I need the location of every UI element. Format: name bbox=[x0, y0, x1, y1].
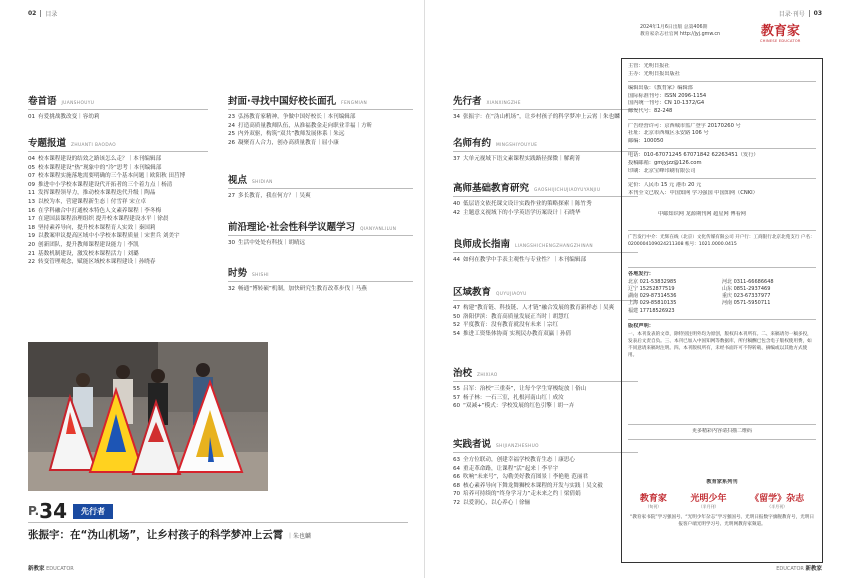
header-label: 目录·刊号 bbox=[778, 11, 805, 18]
section-pinyin: XIANXINGZHE bbox=[486, 101, 521, 106]
toc-entry[interactable] bbox=[228, 192, 413, 201]
section-pinyin: ZHUANTI BAODAO bbox=[71, 143, 117, 148]
family-desc: “教育家书院”学习强国号、“光明少年杂志”学习强国号、光明日报数字旗舰教育号，光明日报客户端光明学习号、光明网教育家频道。 bbox=[629, 514, 815, 527]
toc-page-number: 68 bbox=[453, 482, 461, 489]
toc-entry[interactable] bbox=[453, 473, 638, 482]
toc-entry-title: 创新团队，提升教师课程建设能力｜李凯 bbox=[38, 241, 139, 248]
toc-page-number: 72 bbox=[453, 499, 461, 506]
right-page bbox=[425, 0, 850, 578]
section-title-text: 封面·寻找中国好校长面孔 bbox=[228, 96, 337, 107]
toc-entry[interactable] bbox=[28, 113, 208, 122]
toc-entry-title: 校本课程建设“热”现象中的“冷”思考｜本刊编辑部 bbox=[38, 164, 162, 171]
distributor-block bbox=[628, 227, 816, 248]
toc-entry-title: 主题意义视域下的小学英语学历案设计｜石晓华 bbox=[463, 209, 581, 216]
toc-entry[interactable] bbox=[453, 499, 638, 508]
toc-page-number: 21 bbox=[28, 250, 36, 257]
toc-page-number: 09 bbox=[28, 181, 36, 188]
office-contact: 北京 021-53832985 bbox=[628, 278, 677, 285]
toc-page-number: 42 bbox=[453, 209, 461, 216]
section-title bbox=[453, 284, 638, 301]
section-title bbox=[453, 93, 638, 110]
family-magazine-note: （旬刊） bbox=[645, 503, 662, 509]
section-title bbox=[228, 265, 413, 282]
toc-entry-title: 多长教育，我在何方？｜吴爽 bbox=[238, 193, 311, 199]
toc-page-number: 27 bbox=[228, 193, 236, 199]
qr-note-text: 更多精彩内容请扫描二维码 bbox=[691, 428, 752, 434]
toc-entry[interactable] bbox=[228, 122, 413, 131]
section-title-text: 高师基础教育研究 bbox=[453, 183, 530, 194]
logo-text: 教育家 bbox=[760, 24, 800, 39]
section-pinyin: MINGSHIYOUYUE bbox=[496, 143, 538, 148]
section-qianyan bbox=[228, 219, 413, 248]
section-pinyin: ZHIXIAO bbox=[477, 373, 498, 378]
section-title-text: 实践者说 bbox=[453, 439, 492, 450]
toc-entry-title: 低层语文依托课文设计实践作业的策略探索｜陈竹秀 bbox=[463, 201, 592, 207]
toc-entry[interactable] bbox=[453, 465, 638, 474]
toc-entry[interactable] bbox=[453, 209, 638, 218]
toc-entry-title: “双减+”模式：学校发展的红色引擎｜胡一卉 bbox=[463, 403, 575, 410]
toc-entry-title: 如何在教学中手表主观性与专业性？｜本刊编辑部 bbox=[463, 257, 587, 263]
toc-page-number: 70 bbox=[453, 491, 461, 498]
toc-page-number: 13 bbox=[28, 198, 36, 205]
toc-page-number: 30 bbox=[228, 240, 236, 246]
toc-entry[interactable] bbox=[28, 172, 208, 181]
toc-entry-title: 在学科融合中打通校本特色人文素养课程｜李冬梅 bbox=[38, 207, 162, 214]
toc-entry[interactable] bbox=[453, 394, 638, 403]
toc-entry[interactable] bbox=[453, 256, 638, 265]
toc-entry-title: 以教案审议提高区域中小学校本课程质量｜宋世兵 刘美宇 bbox=[38, 233, 180, 240]
toc-page-number: 01 bbox=[28, 114, 36, 120]
footer-sub: EDUCATOR bbox=[776, 566, 804, 572]
toc-entry-title: 以爱润心，以心养心｜徐俪 bbox=[463, 499, 531, 506]
toc-entry[interactable] bbox=[453, 490, 638, 499]
feature-p-label: P. bbox=[28, 504, 40, 518]
toc-page-number: 24 bbox=[228, 122, 236, 129]
toc-page-number: 23 bbox=[228, 114, 236, 120]
toc-entry-title: 发挥课程领导力，推动校本课程迭代升级｜陶晶 bbox=[38, 190, 156, 197]
toc-entry-title: 吕军：治校“三重奏”，让每个学生穿梭绽放｜俗山 bbox=[463, 386, 587, 392]
family-magazine-note: （半月刊） bbox=[767, 503, 788, 509]
toc-entry[interactable] bbox=[228, 239, 413, 248]
toc-entry-title: 以校为本，营建课程新生态｜付雪祥 宋立卓 bbox=[38, 198, 147, 205]
toc-entry-title: 全方位联动，创建幸福学校教育生态｜康思心 bbox=[463, 457, 575, 463]
section-pinyin: QUYUJIAOYU bbox=[496, 292, 527, 297]
section-title-text: 时势 bbox=[228, 268, 248, 279]
toc-entry[interactable] bbox=[28, 232, 208, 241]
toc-entry[interactable] bbox=[453, 456, 638, 465]
toc-entry[interactable] bbox=[453, 200, 638, 209]
footer-brand: 新教家 bbox=[805, 566, 822, 572]
section-pinyin: LIANGSHICHENGZHANGZHINAN bbox=[515, 244, 593, 249]
section-pinyin: FENGMIAN bbox=[341, 101, 368, 106]
toc-entry[interactable] bbox=[453, 385, 638, 394]
toc-entry-title: 杨子林：一石三室，扎根河南山红｜成汝 bbox=[463, 394, 564, 401]
toc-entry[interactable] bbox=[453, 402, 638, 411]
toc-entry[interactable] bbox=[228, 139, 413, 148]
section-title bbox=[228, 172, 413, 189]
section-title-text: 卷首语 bbox=[28, 96, 57, 107]
toc-entry-title: 培养可持续的“终身学习力”走未来之约｜梁倩娟 bbox=[463, 491, 581, 498]
toc-page-number: 11 bbox=[28, 190, 36, 197]
qr-note bbox=[628, 421, 816, 443]
feature-title: 张振宇：在“沩山机场”，让乡村孩子的科学梦冲上云霄 ｜朱也麟 bbox=[28, 529, 311, 541]
toc-page-number: 07 bbox=[28, 173, 36, 180]
declaration-block bbox=[628, 316, 816, 359]
issue-line: 2024年1月6日出版 总第406期 bbox=[640, 25, 708, 30]
section-pinyin: GAOSHIJICHUJIAOYUYANJIU bbox=[534, 188, 601, 193]
toc-page-number: 37 bbox=[453, 156, 461, 162]
toc-entry-title: 转变管理观念，赋能区域校本课程建设｜孙晓春 bbox=[38, 259, 156, 266]
offices-list bbox=[628, 279, 816, 315]
toc-entry-title: 弘扬教育家精神，争做中国好校长｜本刊编辑部 bbox=[238, 114, 356, 120]
toc-entry[interactable] bbox=[453, 330, 638, 339]
feature-column-tag: 先行者 bbox=[73, 504, 113, 519]
office-contact: 福建 17718526923 bbox=[628, 307, 675, 314]
section-title bbox=[28, 93, 208, 110]
section-shijian bbox=[453, 436, 638, 508]
logo-en: CHINESE EDUCATOR bbox=[760, 39, 801, 43]
section-pinyin: JUANSHOUYU bbox=[61, 101, 95, 106]
masthead-line: 本刊全文已收入：中国知网 学习强国 中国知网（CNKI） bbox=[628, 189, 758, 196]
family-magazine-name: 《留学》杂志 bbox=[750, 493, 805, 504]
masthead-box bbox=[621, 58, 823, 563]
family-title: 教育家系列刊 bbox=[706, 479, 738, 485]
toc-entry-title: 洛阳伊滨：教育高质量发展正当时｜胡慧红 bbox=[463, 313, 570, 320]
section-shishi bbox=[228, 265, 413, 294]
family-magazine-name: 光明少年 bbox=[690, 493, 727, 504]
offices-title: 各地发行： bbox=[628, 271, 654, 277]
toc-page-number: 26 bbox=[228, 139, 236, 146]
right-footer bbox=[776, 564, 822, 572]
toc-page-number: 18 bbox=[28, 224, 36, 231]
masthead-line: 社址：北京市西城区永安路 106 号 bbox=[628, 130, 709, 137]
section-mingshi bbox=[453, 135, 638, 164]
section-title-text: 名师有约 bbox=[453, 138, 492, 149]
masthead-line: 国内统一刊号：CN 10-1372/G4 bbox=[628, 100, 705, 107]
masthead-line: 投稿邮箱：gmjyjzz@126.com bbox=[628, 159, 702, 166]
section-title-text: 前沿理论·社会性科学议题学习 bbox=[228, 222, 356, 233]
page-number: 03 bbox=[813, 10, 822, 17]
section-pinyin: SHIJIANZHESHUO bbox=[496, 444, 539, 449]
toc-entry[interactable] bbox=[28, 198, 208, 207]
toc-page-number: 55 bbox=[453, 386, 461, 392]
magazine-logo bbox=[760, 20, 801, 43]
family-magazine-logo bbox=[640, 491, 667, 510]
section-pinyin: QIANYANLILUN bbox=[360, 227, 397, 232]
section-title bbox=[228, 93, 413, 110]
toc-entry[interactable] bbox=[453, 313, 638, 322]
toc-page-number: 40 bbox=[453, 201, 461, 207]
masthead-line: 定价：人民币 15 元 港币 20 元 bbox=[628, 182, 702, 189]
office-contact: 山东 0851-2937469 bbox=[722, 285, 771, 292]
office-contact: 重庆 023-67337977 bbox=[722, 293, 771, 300]
toc-page-number: 57 bbox=[453, 394, 461, 401]
header-label: 目录 bbox=[45, 11, 58, 18]
toc-page-number: 60 bbox=[453, 403, 461, 410]
office-contact: 辽宁 15252877519 bbox=[628, 285, 675, 292]
toc-entry-title: 核心素养导向下舞龙舞狮校本课程的开发与实践｜吴文毅 bbox=[463, 482, 603, 489]
office-contact: 湖南 029-87314536 bbox=[628, 293, 677, 300]
section-title bbox=[228, 219, 413, 236]
toc-entry[interactable] bbox=[28, 189, 208, 198]
offices-block bbox=[628, 264, 816, 315]
masthead-line: 邮编：100050 bbox=[628, 137, 664, 144]
toc-page-number: 25 bbox=[228, 131, 236, 138]
section-title-text: 专题报道 bbox=[28, 138, 67, 149]
masthead-line: 邮发代号：82-248 bbox=[628, 107, 673, 114]
footer-brand: 新教家 bbox=[28, 566, 45, 572]
section-pinyin: SHIDIAN bbox=[252, 180, 273, 185]
section-title-text: 治校 bbox=[453, 368, 473, 379]
toc-page-number: 22 bbox=[28, 259, 36, 266]
masthead-line: 主办：光明日报出版社 bbox=[628, 70, 680, 77]
toc-entry[interactable] bbox=[28, 224, 208, 233]
masthead-line: 编辑出版：《教育家》编辑部 bbox=[628, 85, 693, 92]
toc-entry-title: 重走革命路，让课程“活”起来｜李平宇 bbox=[463, 465, 559, 472]
toc-entry-title: 基数机制建设，激发校本课程活力｜刘璐 bbox=[38, 250, 139, 257]
masthead-line: 广告经营许可：京西城市监广登字 20170260 号 bbox=[628, 122, 741, 129]
section-title bbox=[453, 135, 638, 152]
toc-page-number: 04 bbox=[28, 156, 36, 162]
section-title bbox=[453, 365, 638, 382]
toc-entry-title: 校本课程实施落地需要明确的三个基本问题｜欧阳秋 田莒博 bbox=[38, 173, 186, 180]
declaration-text: 一、本刊发表的文章，除特别注明外均为原创，版权归本刊所有。二、来稿请勿一稿多投，发表后文责自负。三、本刊已加入中国知网等数据库，所付稿酬已包含电子版权使用费，如不同意请来稿时注明。四、本刊版权所有，未经书面许可不得转载、摘编或以其他方式使用。 bbox=[628, 331, 812, 359]
toc-entry[interactable] bbox=[28, 155, 208, 164]
family-block bbox=[628, 479, 816, 528]
masthead-list bbox=[628, 63, 816, 197]
section-title-text: 良师成长指南 bbox=[453, 239, 511, 250]
toc-page-number: 32 bbox=[228, 286, 236, 292]
section-title-text: 区域教育 bbox=[453, 287, 492, 298]
section-title-text: 先行者 bbox=[453, 96, 482, 107]
office-contact: 河北 0311-66686648 bbox=[722, 278, 774, 285]
cover-photo bbox=[28, 342, 268, 491]
toc-entry[interactable] bbox=[28, 215, 208, 224]
website-line: 教育家杂志社官网 http://jyj.gmw.cn bbox=[640, 32, 721, 37]
toc-entry-title: 内外双驱，构筑“双共”教师发展体系｜朱远 bbox=[238, 131, 345, 138]
section-title bbox=[453, 180, 638, 197]
office-contact: 河南 0571-5950711 bbox=[722, 300, 771, 307]
section-juanshouyu bbox=[28, 93, 208, 122]
toc-entry[interactable] bbox=[228, 285, 413, 294]
distributor-text: 广告发行中介：光辉在线（北京）文化传媒有限公司 开户行：工商银行北京北苑支行 户名：0200004109024211308 帐号：1021.0000.0415 bbox=[628, 235, 815, 248]
section-xianxingzhe bbox=[453, 93, 638, 122]
family-magazine-logo bbox=[750, 491, 804, 510]
feature-title-text: 张振宇：在“沩山机场”，让乡村孩子的科学梦冲上云霄 bbox=[28, 529, 284, 541]
feature-banner bbox=[28, 499, 113, 523]
toc-entry[interactable] bbox=[28, 164, 208, 173]
toc-entry[interactable] bbox=[28, 241, 208, 250]
toc-page-number: 54 bbox=[453, 330, 461, 337]
left-page-header bbox=[28, 9, 57, 18]
toc-entry-title: 坚持素养导向，提升校本课程育人实效｜秦国莉 bbox=[38, 224, 156, 231]
toc-entry[interactable] bbox=[28, 250, 208, 259]
toc-entry[interactable] bbox=[453, 113, 638, 122]
indexed-line bbox=[628, 211, 816, 219]
toc-entry-title: 平度教育：没有教育就没有未来｜宗红 bbox=[463, 322, 559, 329]
section-title bbox=[28, 135, 208, 152]
section-shidian bbox=[228, 172, 413, 201]
toc-page-number: 05 bbox=[28, 164, 36, 171]
family-magazine-note: （半月刊） bbox=[698, 503, 719, 509]
toc-entry[interactable] bbox=[453, 321, 638, 330]
students-with-planes-image bbox=[28, 342, 268, 491]
footer-sub: EDUCATOR bbox=[46, 566, 74, 572]
section-fengmian bbox=[228, 93, 413, 147]
masthead-line: 印刷：北京宝峰印刷有限公司 bbox=[628, 167, 696, 174]
toc-entry[interactable] bbox=[28, 207, 208, 216]
right-page-header bbox=[779, 9, 822, 18]
toc-page-number: 64 bbox=[453, 465, 461, 472]
section-quyu bbox=[453, 284, 638, 338]
toc-page-number: 17 bbox=[28, 216, 36, 223]
toc-page-number: 47 bbox=[453, 305, 461, 311]
family-magazine-logo bbox=[690, 491, 726, 510]
section-liangshi bbox=[453, 236, 638, 265]
toc-entry-title: 推进中小学校本课程建设代开拓者的三个着力点｜杨清 bbox=[38, 181, 173, 188]
masthead-line: 国际标准刊号：ISSN 2096-1154 bbox=[628, 92, 707, 99]
section-title bbox=[453, 236, 638, 253]
toc-entry-title: 张振宇：在“沩山机场”，让乡村孩子的科学梦冲上云霄｜朱也麟 bbox=[463, 114, 620, 120]
toc-entry-title: 有爱挑战教改变｜容幼莉 bbox=[38, 114, 100, 120]
masthead-line: 电话：010-67071245 67071842 62263451（发行） bbox=[628, 152, 759, 159]
declaration-title: 版权声明： bbox=[628, 323, 654, 329]
section-title bbox=[453, 436, 638, 453]
issue-info bbox=[640, 24, 720, 38]
family-magazine-name: 教育家 bbox=[639, 493, 667, 504]
toc-entry-title: 畅通“博转硕”机制，加快研究生教育改革步伐｜马燕 bbox=[238, 286, 367, 292]
toc-page-number: 44 bbox=[453, 257, 461, 263]
toc-entry[interactable] bbox=[28, 181, 208, 190]
toc-entry-title: 吹响“未来号”，勾勒美好教育图景｜李艳艳 范丽君 bbox=[463, 474, 589, 481]
toc-page-number: 20 bbox=[28, 241, 36, 248]
toc-entry-title: 打造高质量教师队伍，从准福教金走向职业幸福｜方昕 bbox=[238, 122, 373, 129]
section-zhuanti bbox=[28, 135, 208, 267]
masthead-line: 主管：光明日报社 bbox=[628, 63, 670, 69]
feature-page-number: 34 bbox=[39, 499, 67, 523]
toc-entry-title: 推进工资集体协商 实现民办教育双赢｜孙倩 bbox=[463, 330, 572, 337]
page-number: 02 bbox=[28, 10, 37, 17]
office-contact: 上海 029-85810135 bbox=[628, 300, 677, 307]
toc-entry-title: 生活中处处有科技｜胡晴远 bbox=[238, 240, 306, 246]
toc-entry[interactable] bbox=[453, 155, 638, 164]
toc-entry-title: 在建国县课程治理组织 提升校本课程建设水平｜徐晨 bbox=[38, 216, 169, 223]
family-logos bbox=[628, 491, 816, 510]
toc-page-number: 34 bbox=[453, 114, 461, 120]
indexed-text: 中邮知识网 龙源期刊网 超星网 博看网 bbox=[658, 211, 746, 217]
toc-entry[interactable] bbox=[453, 482, 638, 491]
section-pinyin: SHISHI bbox=[252, 273, 269, 278]
toc-entry[interactable] bbox=[453, 304, 638, 313]
toc-entry-title: 校本课程建设的结效之路该怎么走？｜本刊编辑部 bbox=[38, 156, 162, 162]
toc-page-number: 66 bbox=[453, 474, 461, 481]
left-footer bbox=[28, 564, 74, 572]
toc-entry-title: 凝聚育人合力，创办高质量教育｜屈小康 bbox=[238, 139, 339, 146]
toc-entry-title: 构建“教育链、科技链、人才链”融合发展的教育新样态｜吴爽 bbox=[463, 305, 615, 311]
toc-page-number: 63 bbox=[453, 457, 461, 463]
toc-entry[interactable] bbox=[28, 258, 208, 267]
toc-entry[interactable] bbox=[228, 113, 413, 122]
toc-page-number: 52 bbox=[453, 322, 461, 329]
toc-page-number: 50 bbox=[453, 313, 461, 320]
section-gaoshi bbox=[453, 180, 638, 217]
toc-entry[interactable] bbox=[228, 130, 413, 139]
feature-author: 朱也麟 bbox=[292, 533, 311, 540]
section-title-text: 视点 bbox=[228, 175, 248, 186]
toc-page-number: 19 bbox=[28, 233, 36, 240]
toc-entry-title: 大单元视域下语文素课程实践路径探微｜解莉菁 bbox=[463, 156, 581, 162]
section-zhixiao bbox=[453, 365, 638, 411]
toc-page-number: 16 bbox=[28, 207, 36, 214]
